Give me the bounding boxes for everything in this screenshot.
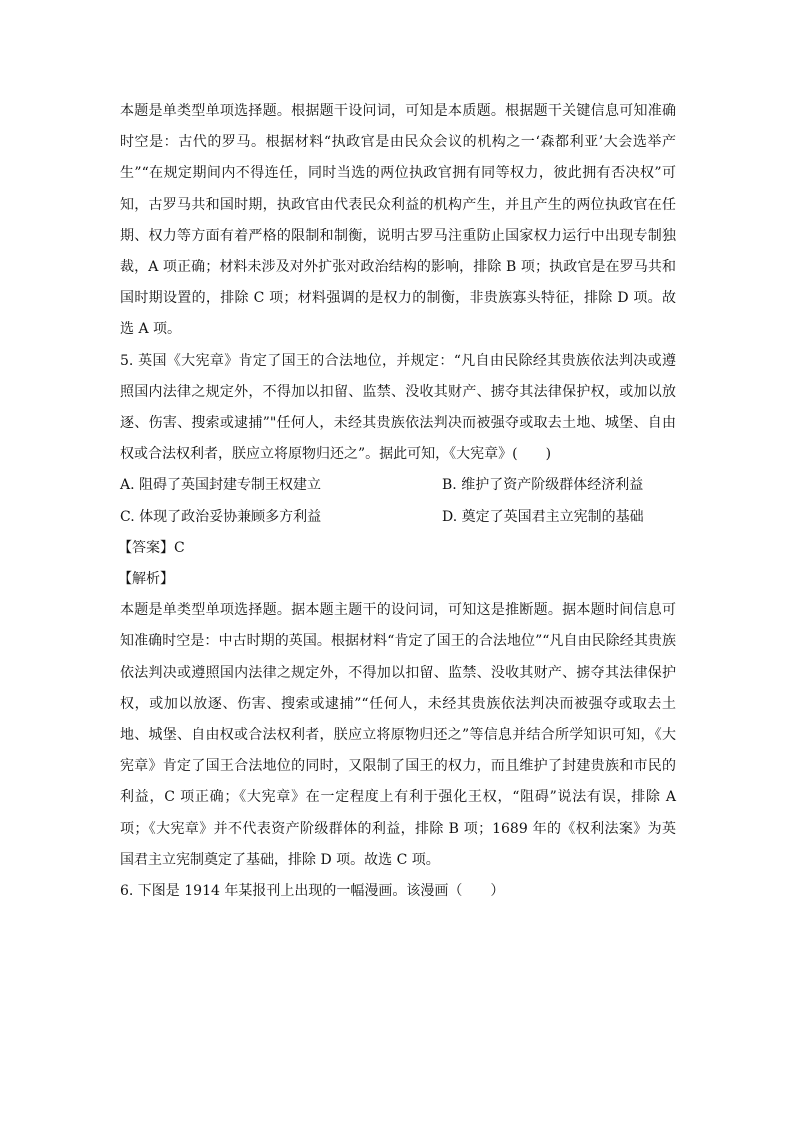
analysis-label: 【解析】 <box>118 571 174 588</box>
question-5: 5. 英国《大宪章》肯定了国王的合法地位，并规定：“凡自由民除经其贵族依法判决或遵照国内法律之规定外，不得加以扣留、监禁、没收其财产、掳夺其法律保护权，或加以放逐、伤害、搜索或逮捕”"任何人，未经其贵族依法判决而被强夺或取去土地、城堡、自由权或合法权利者，朕应立将原物归还之”。据此可知，《大宪章》( ) <box>120 352 676 463</box>
document-page <box>120 96 676 907</box>
question-5-options <box>120 470 676 532</box>
option-b: B. 维护了资产阶级群体经济利益 <box>442 477 644 494</box>
option-d: D. 奠定了英国君主立宪制的基础 <box>442 508 644 525</box>
q4-analysis-paragraph: 本题是单类型单项选择题。根据题干设问词，可知是本质题。根据题干关键信息可知准确时空是：古代的罗马。根据材料“执政官是由民众会议的机构之一‘森都利亚’大会选举产生”“在规定期间内不得连任，同时当选的两位执政官拥有同等权力，彼此拥有否决权”可知，古罗马共和国时期，执政官由代表民众利益的机构产生，并且产生的两位执政官在任期、权力等方面有着严格的限制和制衡，说明古罗马注重防止国家权力运行中出现专制独裁，A 项正确；材料未涉及对外扩张对政治结构的影响，排除 B 项；执政官是在罗马共和国时期设置的，排除 C 项；材料强调的是权力的制衡，非贵族寡头特征，排除 D 项。故选 A 项。 <box>120 103 676 338</box>
option-c: C. 体现了政治妥协兼顾多方利益 <box>120 508 322 525</box>
answer-label: 【答案】C <box>118 539 185 556</box>
q5-analysis-paragraph: 本题是单类型单项选择题。据本题主题干的设问词，可知这是推断题。据本题时间信息可知准确时空是：中古时期的英国。根据材料“肯定了国王的合法地位”“凡自由民除经其贵族依法判决或遵照国内法律之规定外，不得加以扣留、监禁、没收其财产、掳夺其法律保护权，或加以放逐、伤害、搜索或逮捕”“任何人，未经其贵族依法判决而被强夺或取去土地、城堡、自由权或合法权利者，朕应立将原物归还之”等信息并结合所学知识可知，《大宪章》肯定了国王合法地位的同时，又限制了国王的权力，而且维护了封建贵族和市民的利益，C 项正确；《大宪章》在一定程度上有利于强化王权，“阻碍”说法有误，排除 A 项；《大宪章》并不代表资产阶级群体的利益，排除 B 项；1689 年的《权利法案》为英国君主立宪制奠定了基础，排除 D 项。故选 C 项。 <box>120 602 676 868</box>
question-6: 6. 下图是 1914 年某报刊上出现的一幅漫画。该漫画（ ） <box>120 883 505 900</box>
option-a: A. 阻碍了英国封建专制王权建立 <box>120 477 322 494</box>
